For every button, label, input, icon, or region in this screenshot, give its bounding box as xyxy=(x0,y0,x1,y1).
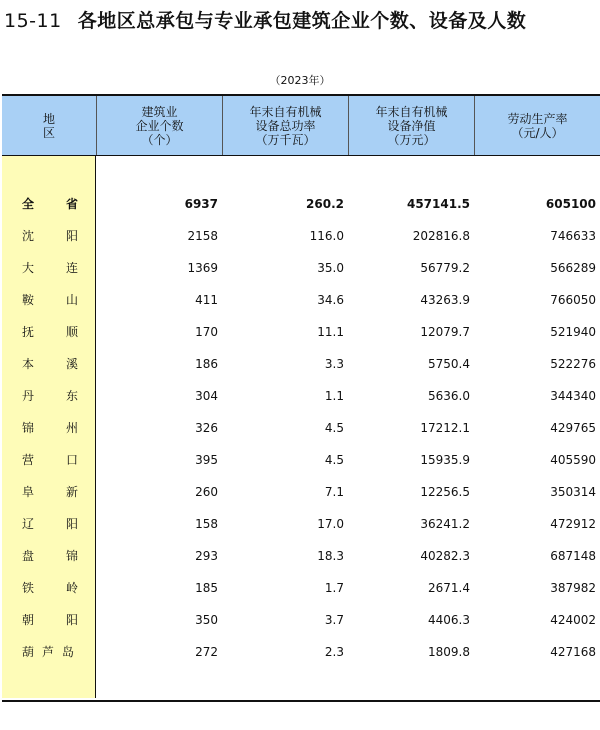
net-value-cell: 5750.4 xyxy=(428,357,470,371)
power-cell: 260.2 xyxy=(306,197,344,211)
table-row-total xyxy=(2,188,600,220)
header-productivity-line2: （元/人） xyxy=(511,125,564,140)
net-value-cell: 17212.1 xyxy=(420,421,470,435)
enterprises-cell: 304 xyxy=(195,389,218,403)
region-name-char: 鞍 xyxy=(22,293,35,307)
region-name-char: 朝 xyxy=(22,613,35,627)
power-cell: 17.0 xyxy=(317,517,344,531)
enterprises-cell: 6937 xyxy=(184,197,218,211)
region-name xyxy=(2,252,95,284)
region-name-char: 新 xyxy=(66,485,79,499)
region-name-char: 溪 xyxy=(66,357,79,371)
productivity-cell: 521940 xyxy=(550,325,596,339)
region-name-char: 锦 xyxy=(22,421,35,435)
region-name-char: 营 xyxy=(22,453,35,467)
net-value-cell: 5636.0 xyxy=(428,389,470,403)
productivity-cell: 350314 xyxy=(550,485,596,499)
header-enterprises xyxy=(96,96,222,155)
region-name xyxy=(2,284,95,316)
productivity-cell: 687148 xyxy=(550,549,596,563)
power-cell: 3.3 xyxy=(324,357,344,371)
region-name-char: 本 xyxy=(22,357,35,371)
productivity-cell: 405590 xyxy=(550,453,596,467)
enterprises-cell: 326 xyxy=(195,421,218,435)
enterprises-cell: 158 xyxy=(195,517,218,531)
productivity-cell: 429765 xyxy=(550,421,596,435)
region-name-char: 芦 xyxy=(42,645,55,659)
productivity-cell: 424002 xyxy=(550,613,596,627)
table-row xyxy=(2,540,600,572)
net-value-cell: 12256.5 xyxy=(420,485,470,499)
region-name-char: 沈 xyxy=(22,229,35,243)
region-name xyxy=(2,348,95,380)
power-cell: 7.1 xyxy=(324,485,344,499)
region-name-char: 连 xyxy=(66,261,79,275)
region-name-char: 东 xyxy=(66,389,79,403)
net-value-cell: 40282.3 xyxy=(420,549,470,563)
table-row xyxy=(2,380,600,412)
region-name-char: 全 xyxy=(22,197,35,211)
table-row xyxy=(2,348,600,380)
table-row xyxy=(2,604,600,636)
header-power-line1: 年末自有机械 xyxy=(249,104,322,119)
year-caption: （2023年） xyxy=(269,74,331,87)
table-row xyxy=(2,572,600,604)
enterprises-cell: 350 xyxy=(195,613,218,627)
enterprises-cell: 185 xyxy=(195,581,218,595)
table-row xyxy=(2,636,600,668)
productivity-cell: 746633 xyxy=(550,229,596,243)
region-name-char: 岭 xyxy=(66,581,79,595)
region-name-char: 抚 xyxy=(22,325,35,339)
region-name-char: 省 xyxy=(66,197,79,211)
header-region: 地 区 xyxy=(42,111,108,140)
region-name xyxy=(2,188,95,220)
header-net-value-line2: 设备净值 xyxy=(387,118,436,133)
region-name-char: 州 xyxy=(66,421,79,435)
enterprises-cell: 2158 xyxy=(187,229,218,243)
header-productivity-line1: 劳动生产率 xyxy=(507,111,568,126)
page-title xyxy=(4,6,526,33)
productivity-cell: 344340 xyxy=(550,389,596,403)
productivity-cell: 605100 xyxy=(545,197,596,211)
region-name-char: 阳 xyxy=(66,517,79,531)
table-row xyxy=(2,284,600,316)
region-name-char: 铁 xyxy=(22,581,35,595)
region-name-char: 顺 xyxy=(66,325,79,339)
region-name-char: 口 xyxy=(66,453,79,467)
enterprises-cell: 411 xyxy=(195,293,218,307)
table-header xyxy=(2,96,600,156)
region-name-char: 辽 xyxy=(22,517,35,531)
region-name-char: 阜 xyxy=(22,485,35,499)
region-name-char: 阳 xyxy=(66,613,79,627)
region-name-char: 丹 xyxy=(22,389,35,403)
header-power xyxy=(222,96,348,155)
region-name-char: 葫 xyxy=(22,645,35,659)
header-net-value-line1: 年末自有机械 xyxy=(375,104,448,119)
region-name xyxy=(2,540,95,572)
table-row xyxy=(2,444,600,476)
power-cell: 4.5 xyxy=(324,421,344,435)
productivity-cell: 472912 xyxy=(550,517,596,531)
net-value-cell: 56779.2 xyxy=(420,261,470,275)
enterprises-cell: 395 xyxy=(195,453,218,467)
net-value-cell: 2671.4 xyxy=(428,581,470,595)
power-cell: 3.7 xyxy=(324,613,344,627)
table-row xyxy=(2,508,600,540)
table-row xyxy=(2,412,600,444)
net-value-cell: 1809.8 xyxy=(428,645,470,659)
enterprises-cell: 293 xyxy=(195,549,218,563)
net-value-cell: 36241.2 xyxy=(420,517,470,531)
region-name xyxy=(2,508,95,540)
power-cell: 35.0 xyxy=(317,261,344,275)
enterprises-cell: 1369 xyxy=(187,261,218,275)
region-name-char: 锦 xyxy=(66,549,79,563)
power-cell: 34.6 xyxy=(317,293,344,307)
region-name-char: 大 xyxy=(22,261,35,275)
productivity-cell: 387982 xyxy=(550,581,596,595)
data-table xyxy=(2,94,600,702)
net-value-cell: 457141.5 xyxy=(406,197,470,211)
net-value-cell: 4406.3 xyxy=(428,613,470,627)
header-productivity xyxy=(474,96,600,155)
enterprises-cell: 272 xyxy=(195,645,218,659)
enterprises-cell: 170 xyxy=(195,325,218,339)
region-name-char: 盘 xyxy=(22,549,35,563)
region-name xyxy=(2,380,95,412)
productivity-cell: 766050 xyxy=(550,293,596,307)
table-row xyxy=(2,316,600,348)
table-row xyxy=(2,476,600,508)
power-cell: 116.0 xyxy=(309,229,344,243)
table-title: 各地区总承包与专业承包建筑企业个数、设备及人数 xyxy=(77,10,527,32)
header-power-line3: （万千瓦） xyxy=(255,132,316,147)
header-enterprises-line2: 企业个数 xyxy=(135,118,184,133)
productivity-cell: 522276 xyxy=(550,357,596,371)
region-name xyxy=(2,636,95,668)
region-name xyxy=(2,412,95,444)
region-name-char: 山 xyxy=(66,293,79,307)
header-power-line2: 设备总功率 xyxy=(255,118,316,133)
productivity-cell: 566289 xyxy=(550,261,596,275)
header-net-value xyxy=(348,96,474,155)
region-name xyxy=(2,220,95,252)
region-name xyxy=(2,604,95,636)
region-name xyxy=(2,572,95,604)
net-value-cell: 202816.8 xyxy=(412,229,470,243)
power-cell: 1.7 xyxy=(324,581,344,595)
region-name-char: 阳 xyxy=(66,229,79,243)
header-net-value-line3: （万元） xyxy=(387,132,436,147)
net-value-cell: 15935.9 xyxy=(420,453,470,467)
region-name-char: 岛 xyxy=(62,645,75,659)
power-cell: 11.1 xyxy=(317,325,344,339)
region-name xyxy=(2,476,95,508)
net-value-cell: 12079.7 xyxy=(420,325,470,339)
productivity-cell: 427168 xyxy=(550,645,596,659)
header-enterprises-line1: 建筑业 xyxy=(141,104,178,119)
power-cell: 2.3 xyxy=(324,645,344,659)
enterprises-cell: 260 xyxy=(195,485,218,499)
table-row xyxy=(2,220,600,252)
power-cell: 1.1 xyxy=(324,389,344,403)
region-name xyxy=(2,444,95,476)
header-enterprises-line3: （个） xyxy=(141,132,178,147)
region-name xyxy=(2,316,95,348)
enterprises-cell: 186 xyxy=(195,357,218,371)
net-value-cell: 43263.9 xyxy=(420,293,470,307)
table-row xyxy=(2,252,600,284)
table-number: 15-11 xyxy=(4,10,62,32)
power-cell: 4.5 xyxy=(324,453,344,467)
power-cell: 18.3 xyxy=(317,549,344,563)
